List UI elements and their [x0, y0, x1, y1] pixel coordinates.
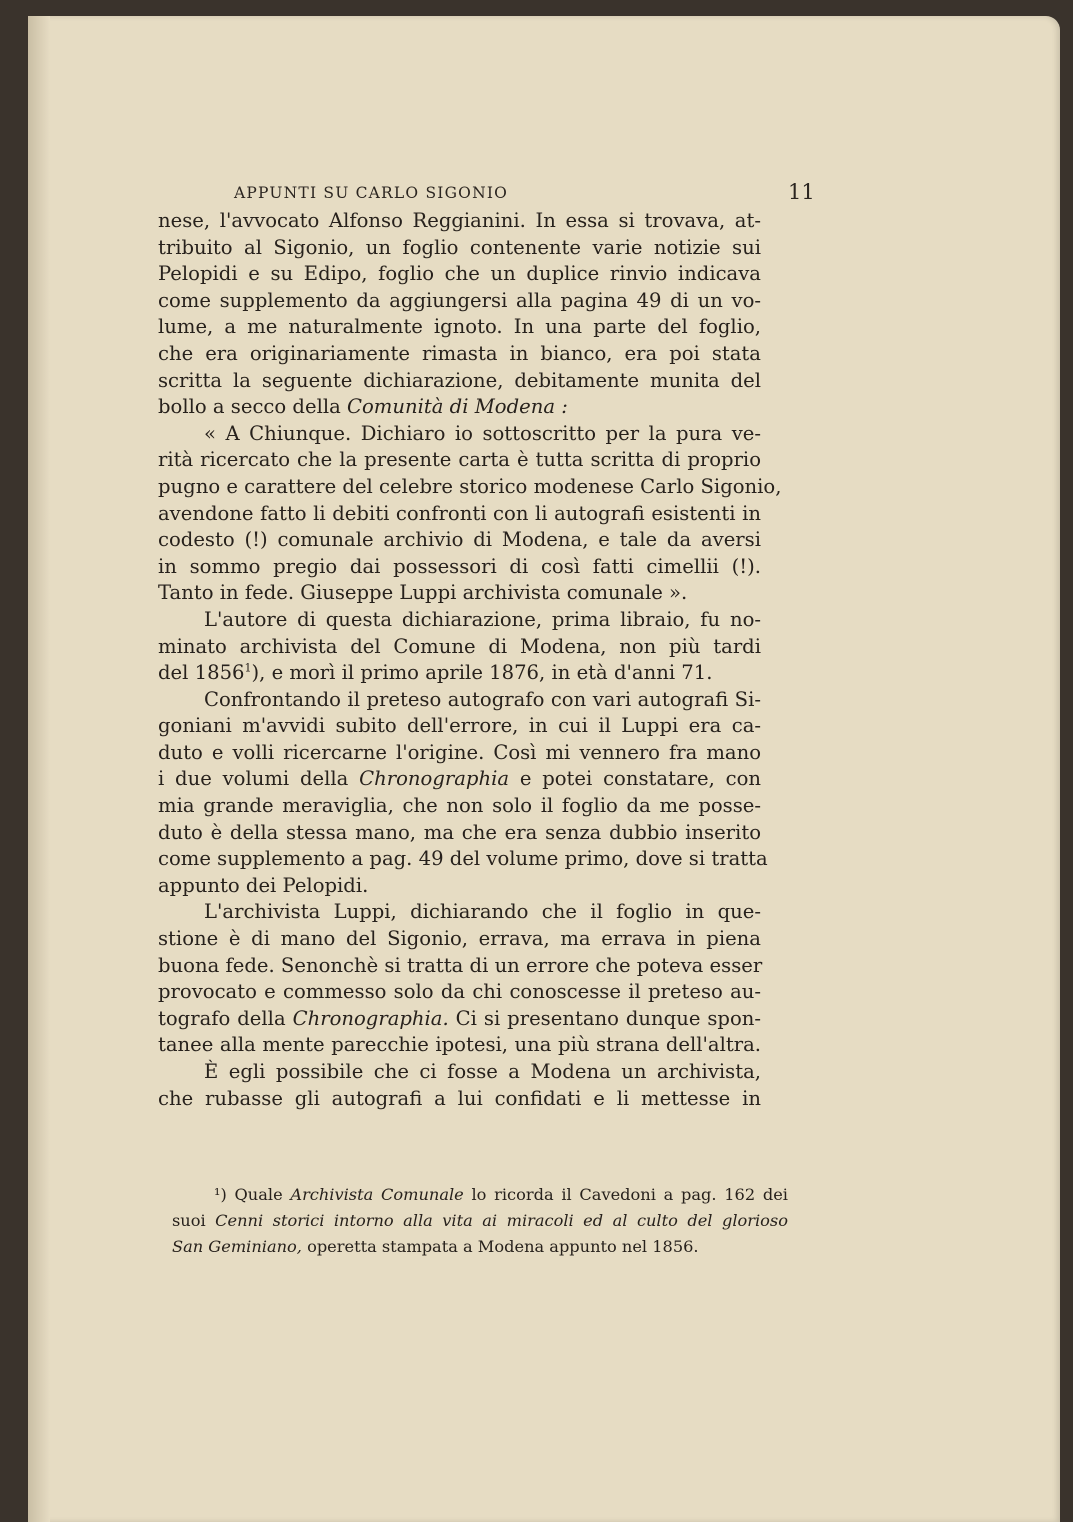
text-line: stione è di mano del Sigonio, errava, ma errava in piena [158, 927, 761, 951]
page-number: 11 [788, 180, 815, 204]
italic-run: Archivista Comunale [290, 1185, 464, 1204]
body-text [158, 208, 782, 1112]
text-line: lume, a me naturalmente ignoto. In una parte del foglio, [158, 315, 761, 339]
text-line: provocato e commesso solo da chi conoscesse il preteso au- [158, 980, 761, 1004]
text-run: suoi [172, 1211, 216, 1230]
page-gutter [28, 16, 50, 1522]
text-line: tribuito al Sigonio, un foglio contenente varie notizie sui [158, 235, 761, 259]
text-line: L'archivista Luppi, dichiarando che il foglio in que- [204, 900, 761, 924]
text-line: Confrontando il preteso autografo con vari autografi Si- [204, 687, 761, 711]
text-run: ), e morì il primo aprile 1876, in età d'anni 71. [251, 661, 713, 685]
text-line: L'autore di questa dichiarazione, prima libraio, fu no- [204, 607, 761, 631]
text-line [158, 660, 761, 687]
footnote-ref: 1 [244, 661, 252, 675]
text-line: tanee alla mente parecchie ipotesi, una più strana dell'altra. [158, 1033, 761, 1057]
text-line: scritta la seguente dichiarazione, debitamente munita del [158, 368, 761, 392]
running-title: APPUNTI SU CARLO SIGONIO [234, 184, 509, 202]
text-line: appunto dei Pelopidi. [158, 873, 369, 897]
text-run: bollo a secco della [158, 395, 348, 419]
text-line: nese, l'avvocato Alfonso Reggianini. In essa si trovava, at- [158, 209, 761, 232]
text-line: Tanto in fede. Giuseppe Luppi archivista comunale ». [158, 581, 688, 605]
text-run: lo ricorda il Cavedoni a pag. 162 dei [463, 1185, 788, 1204]
text-run: operetta stampata a Modena appunto nel 1856. [301, 1237, 699, 1256]
italic-run: Chronographia. [292, 1006, 449, 1030]
text-line: avendone fatto li debiti confronti con li autografi esistenti in [158, 501, 761, 525]
italic-run: Cenni storici intorno alla vita ai miracoli ed al culto del glorioso [215, 1211, 788, 1230]
text-line: goniani m'avvidi subito dell'errore, in cui il Luppi era ca- [158, 714, 761, 738]
text-line: come supplemento da aggiungersi alla pagina 49 di un vo- [158, 288, 761, 312]
text-line: buona fede. Senonchè si tratta di un errore che poteva esser [158, 953, 763, 977]
footnote-line [172, 1182, 788, 1208]
text-line: Pelopidi e su Edipo, foglio che un duplice rinvio indicava [158, 262, 761, 286]
text-line: È egli possibile che ci fosse a Modena un archivista, [204, 1060, 761, 1083]
italic-run: San Geminiano, [172, 1237, 302, 1256]
text-run: del 1856 [158, 661, 245, 685]
text-run: i due volumi della [158, 767, 360, 791]
text-line: pugno e carattere del celebre storico modenese Carlo Sigonio, [158, 474, 782, 498]
text-line: in sommo pregio dai possessori di così fatti cimellii (!). [158, 554, 761, 578]
text-line: « A Chiunque. Dichiaro io sottoscritto per la pura ve- [204, 421, 761, 445]
text-run: tografo della [158, 1006, 293, 1030]
text-line: che rubasse gli autografi a lui confidati e li mettesse in [158, 1086, 761, 1110]
text-run: e potei constatare, con [509, 767, 761, 791]
text-line: che era originariamente rimasta in bianco, era poi stata [158, 341, 761, 365]
text-run: Ci si presentano dunque spon- [448, 1006, 762, 1030]
text-line: mia grande meraviglia, che non solo il foglio da me posse- [158, 794, 761, 818]
text-line: come supplemento a pag. 49 del volume primo, dove si tratta [158, 847, 768, 871]
text-line: codesto (!) comunale archivio di Modena, e tale da aversi [158, 528, 761, 552]
italic-run: Chronographia [359, 767, 510, 791]
footnote-line [172, 1234, 788, 1260]
text-line [158, 766, 761, 793]
text-run: Quale [226, 1185, 291, 1204]
italic-run: Comunità di Modena : [347, 395, 568, 419]
footnote-line [172, 1208, 788, 1234]
text-line [158, 394, 761, 421]
text-line: rità ricercato che la presente carta è tutta scritta di proprio [158, 448, 761, 472]
text-line [158, 1006, 761, 1033]
footnote-marker: ¹) [214, 1185, 227, 1204]
text-line: duto è della stessa mano, ma che era senza dubbio inserito [158, 820, 761, 844]
text-line: duto e volli ricercarne l'origine. Così mi vennero fra mano [158, 740, 761, 764]
text-line: minato archivista del Comune di Modena, non più tardi [158, 634, 761, 658]
footnotes [172, 1182, 788, 1260]
page-header [28, 180, 1060, 210]
